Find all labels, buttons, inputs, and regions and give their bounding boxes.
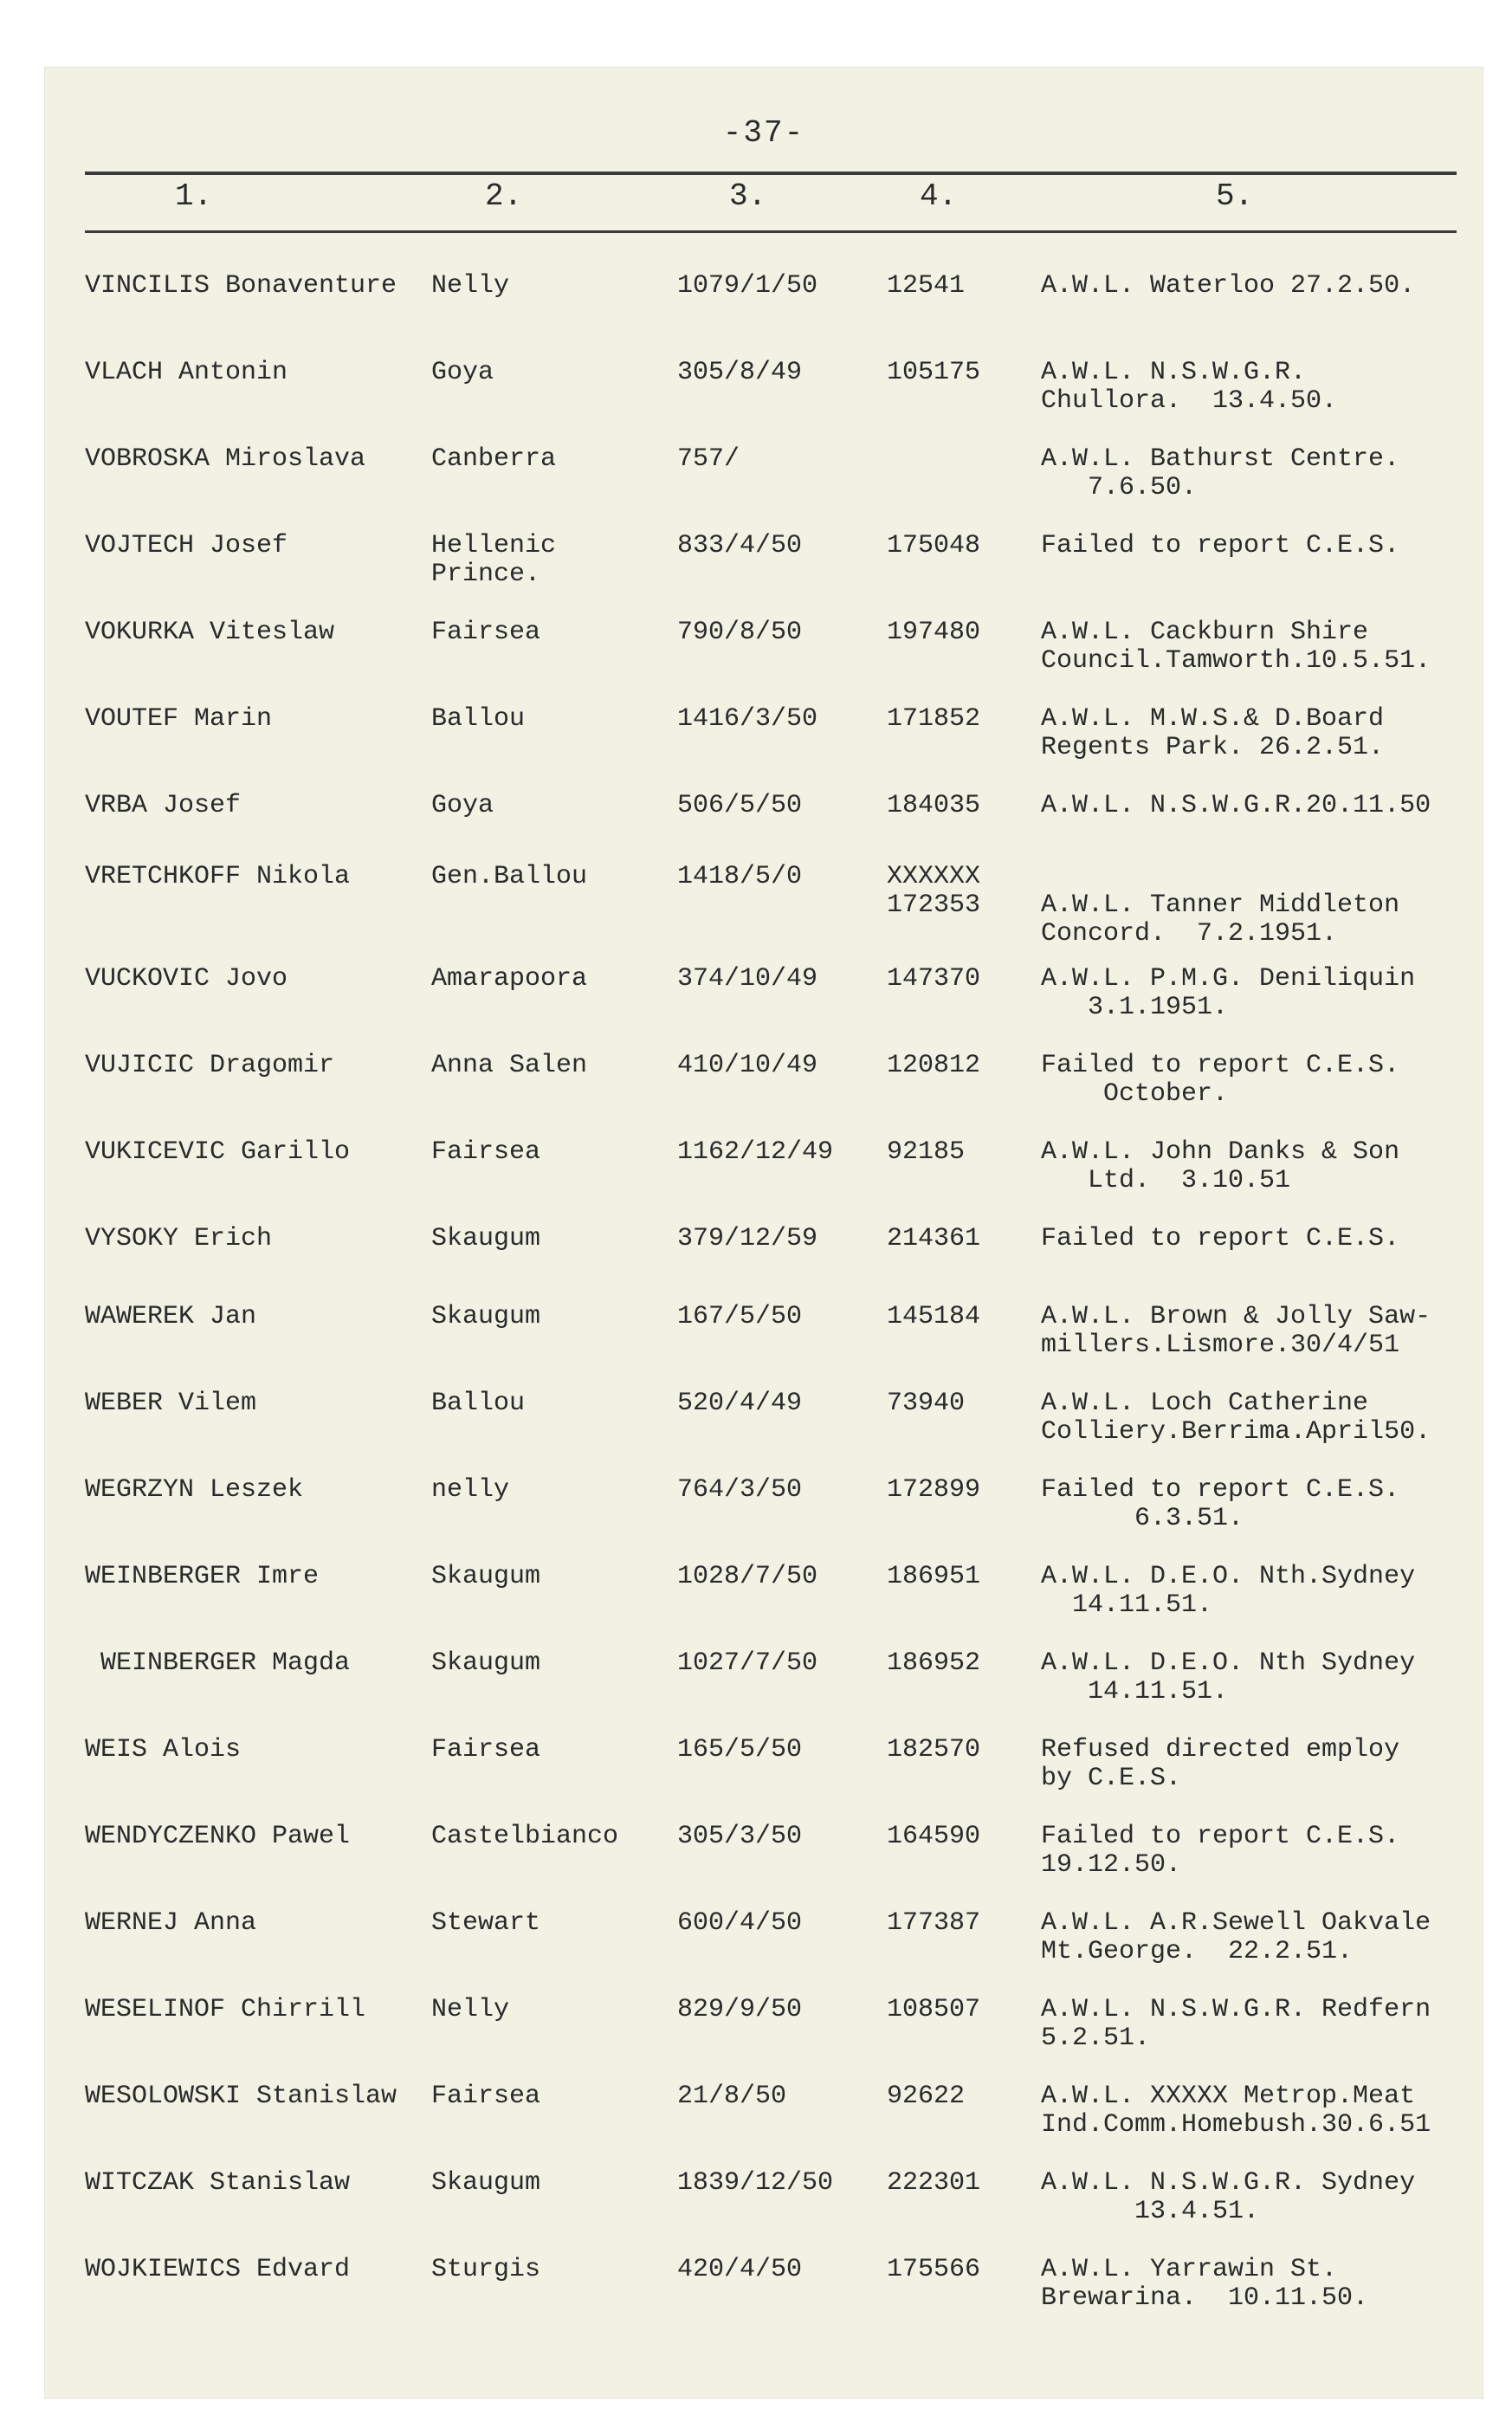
entry-name: VUKICEVIC Garillo	[85, 1137, 351, 1167]
entry-reference: 833/4/50	[677, 531, 803, 560]
entry-remarks: Failed to report C.E.S. 19.12.50.	[1041, 1822, 1400, 1880]
entry-number: 171852	[887, 704, 981, 734]
entry-name: WESELINOF Chirrill	[85, 1995, 366, 2024]
entry-reference: 829/9/50	[677, 1995, 803, 2024]
entry-number: 175048	[887, 531, 981, 560]
column-header-5: 5.	[1216, 178, 1254, 214]
entry-remarks: A.W.L. Waterloo 27.2.50.	[1041, 271, 1416, 301]
entry-number: 120812	[887, 1051, 981, 1080]
entry-remarks: A.W.L. Tanner Middleton Concord. 7.2.1951.	[1041, 890, 1400, 949]
column-header-3: 3.	[729, 178, 767, 214]
entry-ship: Ballou	[431, 1389, 526, 1418]
entry-number: 12541	[887, 271, 966, 301]
entry-name: WERNEJ Anna	[85, 1908, 257, 1938]
entry-reference: 21/8/50	[677, 2082, 787, 2111]
entry-name: WAWEREK Jan	[85, 1302, 257, 1331]
entry-reference: 1416/3/50	[677, 704, 818, 734]
table-row	[45, 2169, 1483, 2256]
entry-name: VRETCHKOFF Nikola	[85, 862, 351, 891]
table-row	[45, 1052, 1483, 1138]
entry-ship: Stewart	[431, 1908, 541, 1938]
entry-name: VOBROSKA Miroslava	[85, 444, 366, 474]
entry-remarks: A.W.L. N.S.W.G.R. Redfern 5.2.51.	[1041, 1995, 1431, 2053]
column-header-1: 1.	[175, 178, 213, 214]
entry-reference: 1028/7/50	[677, 1562, 818, 1591]
entry-remarks: A.W.L. D.E.O. Nth Sydney 14.11.51.	[1041, 1648, 1416, 1706]
entry-number: 184035	[887, 791, 981, 820]
entry-reference: 1079/1/50	[677, 271, 818, 301]
entry-reference: 764/3/50	[677, 1475, 803, 1505]
entry-remarks: A.W.L. Cackburn Shire Council.Tamworth.10.5.51.	[1041, 618, 1431, 676]
entry-number: 105175	[887, 358, 981, 387]
entry-number: 175566	[887, 2255, 981, 2284]
entry-ship: Ballou	[431, 704, 526, 734]
entry-ship: Castelbianco	[431, 1822, 619, 1851]
entry-reference: 379/12/59	[677, 1224, 818, 1253]
entry-ship: Skaugum	[431, 1648, 541, 1678]
entry-remarks: Failed to report C.E.S. 6.3.51.	[1041, 1475, 1400, 1533]
entry-number: 92185	[887, 1137, 966, 1167]
entry-reference: 520/4/49	[677, 1389, 803, 1418]
entry-ship: Gen.Ballou	[431, 862, 588, 891]
entry-name: WEIS Alois	[85, 1735, 242, 1765]
entry-remarks: Refused directed employ by C.E.S.	[1041, 1735, 1400, 1793]
entry-reference: 506/5/50	[677, 791, 803, 820]
entry-reference: 420/4/50	[677, 2255, 803, 2284]
entry-reference: 167/5/50	[677, 1302, 803, 1331]
entry-reference: 757/	[677, 444, 740, 474]
table-row	[45, 1909, 1483, 1996]
table-row	[45, 2082, 1483, 2169]
entry-ship: Goya	[431, 358, 494, 387]
entry-number: 73940	[887, 1389, 966, 1418]
entry-remarks: A.W.L. A.R.Sewell Oakvale Mt.George. 22.2.51.	[1041, 1908, 1431, 1966]
entry-ship: Sturgis	[431, 2255, 541, 2284]
entry-ship: Skaugum	[431, 2168, 541, 2198]
entry-remarks: A.W.L. D.E.O. Nth.Sydney 14.11.51.	[1041, 1562, 1416, 1620]
entry-number: 177387	[887, 1908, 981, 1938]
entry-reference: 410/10/49	[677, 1051, 818, 1080]
entry-ship: Nelly	[431, 1995, 510, 2024]
entry-remarks: Failed to report C.E.S. October.	[1041, 1051, 1400, 1109]
entry-number: 197480	[887, 618, 981, 647]
table-row	[45, 359, 1483, 445]
entry-name: WEINBERGER Imre	[85, 1562, 320, 1591]
entry-reference: 165/5/50	[677, 1735, 803, 1765]
entry-name: WEGRZYN Leszek	[85, 1475, 304, 1505]
entry-ship: Amarapoora	[431, 964, 588, 994]
entry-number: 172899	[887, 1475, 981, 1505]
table-row	[45, 445, 1483, 532]
entry-ship: Anna Salen	[431, 1051, 588, 1080]
entry-name: VOKURKA Viteslaw	[85, 618, 335, 647]
entry-name: VOUTEF Marin	[85, 704, 273, 734]
entry-number: XXXXXX 172353	[887, 862, 981, 920]
entry-reference: 305/3/50	[677, 1822, 803, 1851]
entry-name: VRBA Josef	[85, 791, 242, 820]
document-page	[45, 68, 1483, 2398]
table-row	[45, 532, 1483, 618]
entry-name: VINCILIS Bonaventure	[85, 271, 397, 301]
entry-remarks: A.W.L. N.S.W.G.R. Chullora. 13.4.50.	[1041, 358, 1338, 416]
table-row	[45, 1649, 1483, 1736]
entry-number: 222301	[887, 2168, 981, 2198]
entry-reference: 374/10/49	[677, 964, 818, 994]
entry-name: WEINBERGER Magda	[85, 1648, 351, 1678]
entry-ship: Fairsea	[431, 618, 541, 647]
column-header-2: 2.	[485, 178, 523, 214]
entry-number: 145184	[887, 1302, 981, 1331]
entry-ship: nelly	[431, 1475, 510, 1505]
entry-remarks: A.W.L. Brown & Jolly Saw- millers.Lismore.30/4/51	[1041, 1302, 1431, 1360]
entry-reference: 305/8/49	[677, 358, 803, 387]
entry-name: WENDYCZENKO Pawel	[85, 1822, 351, 1851]
table-row	[45, 1138, 1483, 1225]
entry-name: VUCKOVIC Jovo	[85, 964, 288, 994]
entry-number: 186951	[887, 1562, 981, 1591]
entry-remarks: A.W.L. XXXXX Metrop.Meat Ind.Comm.Homebush.30.6.51	[1041, 2082, 1431, 2140]
entry-remarks: A.W.L. Bathurst Centre. 7.6.50.	[1041, 444, 1400, 502]
entry-number: 186952	[887, 1648, 981, 1678]
entry-name: VUJICIC Dragomir	[85, 1051, 335, 1080]
table-row	[45, 1225, 1483, 1311]
entry-name: WOJKIEWICS Edvard	[85, 2255, 351, 2284]
table-row	[45, 1736, 1483, 1823]
entry-number: 92622	[887, 2082, 966, 2111]
entry-reference: 1839/12/50	[677, 2168, 834, 2198]
entry-name: WESOLOWSKI Stanislaw	[85, 2082, 397, 2111]
entry-ship: Skaugum	[431, 1224, 541, 1253]
table-row	[45, 2256, 1483, 2342]
entry-reference: 790/8/50	[677, 618, 803, 647]
table-row	[45, 1389, 1483, 1476]
table-row	[45, 1476, 1483, 1563]
entry-name: VYSOKY Erich	[85, 1224, 273, 1253]
entry-ship: Fairsea	[431, 2082, 541, 2111]
table-row	[45, 1823, 1483, 1909]
entry-number: 164590	[887, 1822, 981, 1851]
table-row	[45, 1303, 1483, 1389]
entry-name: WEBER Vilem	[85, 1389, 257, 1418]
entry-remarks: Failed to report C.E.S.	[1041, 1224, 1400, 1253]
entry-name: VOJTECH Josef	[85, 531, 288, 560]
entry-reference: 1162/12/49	[677, 1137, 834, 1167]
entry-remarks: A.W.L. M.W.S.& D.Board Regents Park. 26.2.51.	[1041, 704, 1385, 762]
page-number: -37-	[722, 115, 805, 151]
table-row	[45, 705, 1483, 792]
header-rule-bottom	[85, 230, 1457, 233]
entry-remarks: A.W.L. John Danks & Son Ltd. 3.10.51	[1041, 1137, 1400, 1195]
entry-number: 147370	[887, 964, 981, 994]
entry-number: 182570	[887, 1735, 981, 1765]
table-row	[45, 965, 1483, 1052]
entry-reference: 1418/5/0	[677, 862, 803, 891]
entry-ship: Fairsea	[431, 1735, 541, 1765]
entry-number: 214361	[887, 1224, 981, 1253]
entry-remarks: A.W.L. P.M.G. Deniliquin 3.1.1951.	[1041, 964, 1416, 1022]
entry-remarks: A.W.L. Loch Catherine Colliery.Berrima.April50.	[1041, 1389, 1431, 1447]
entry-ship: Skaugum	[431, 1562, 541, 1591]
header-rule-top	[85, 172, 1457, 175]
entry-remarks: A.W.L. N.S.W.G.R.20.11.50	[1041, 791, 1431, 820]
entry-ship: Hellenic Prince.	[431, 531, 557, 589]
table-row	[45, 1563, 1483, 1649]
entry-name: WITCZAK Stanislaw	[85, 2168, 351, 2198]
table-row	[45, 272, 1483, 359]
table-row	[45, 618, 1483, 705]
table-row	[45, 1996, 1483, 2082]
entry-reference: 600/4/50	[677, 1908, 803, 1938]
entry-number: 108507	[887, 1995, 981, 2024]
entry-ship: Goya	[431, 791, 494, 820]
entry-remarks: A.W.L. N.S.W.G.R. Sydney 13.4.51.	[1041, 2168, 1416, 2226]
entry-ship: Skaugum	[431, 1302, 541, 1331]
entry-name: VLACH Antonin	[85, 358, 288, 387]
entry-ship: Nelly	[431, 271, 510, 301]
entry-remarks: Failed to report C.E.S.	[1041, 531, 1400, 560]
entry-ship: Canberra	[431, 444, 557, 474]
entry-ship: Fairsea	[431, 1137, 541, 1167]
column-header-4: 4.	[920, 178, 958, 214]
table-row	[45, 863, 1483, 949]
entry-remarks: A.W.L. Yarrawin St. Brewarina. 10.11.50.	[1041, 2255, 1369, 2313]
entry-reference: 1027/7/50	[677, 1648, 818, 1678]
